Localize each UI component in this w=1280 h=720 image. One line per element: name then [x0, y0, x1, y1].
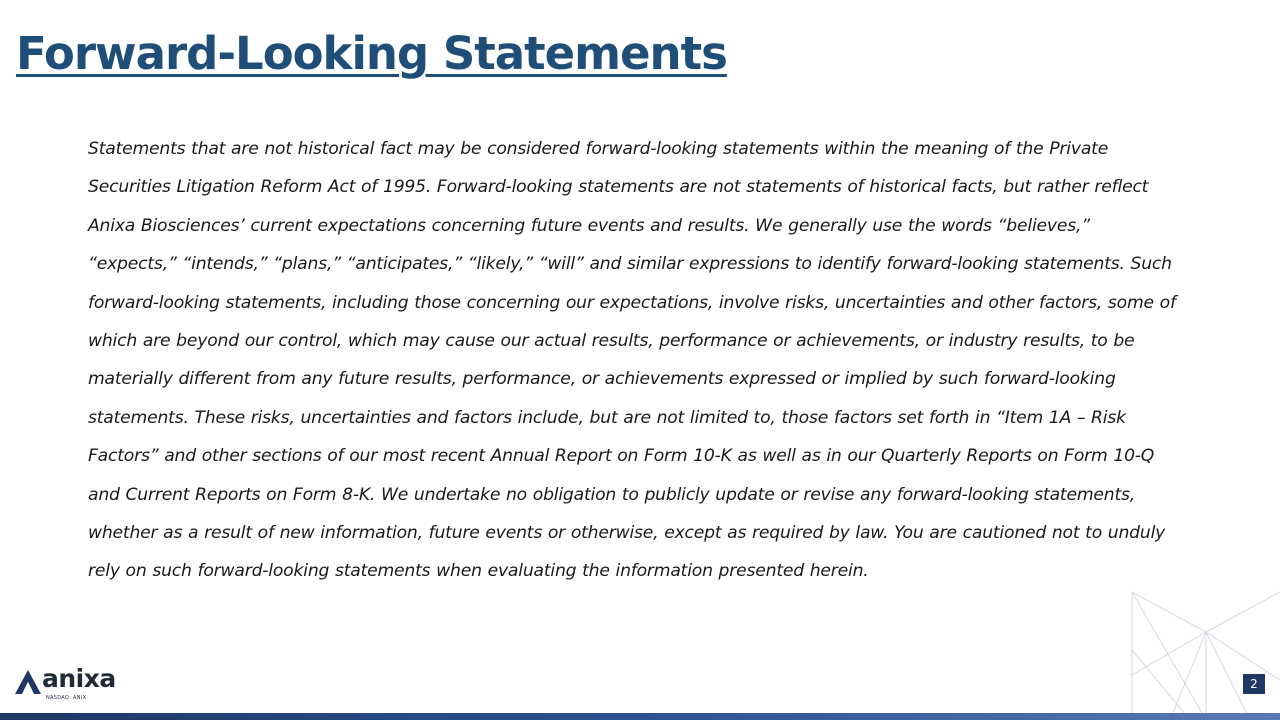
slide-title: Forward-Looking Statements — [16, 27, 727, 80]
anixa-logo — [15, 664, 135, 702]
page-number: 2 — [1243, 674, 1265, 694]
forward-looking-disclaimer: Statements that are not historical fact may be considered forward-looking statements within the meaning of the Private Securities Litigation Reform Act of 1995. Forward-looking statements are not statements of historical facts, but rather reflect Anixa Biosciences’ current expectations concerning future events and results. We generally use the words “believes,” “expects,” “intends,” “plans,” “anticipates,” “likely,” “will” and similar expressions to identify forward-looking statements. Such forward-looking statements, including those concerning our expectations, involve risks, uncertainties and other factors, some of which are beyond our control, which may cause our actual results, performance or achievements, or industry results, to be materially different from any future results, performance, or achievements expressed or implied by such forward-looking statements. These risks, uncertainties and factors include, but are not limited to, those factors set forth in “Item 1A – Risk Factors” and other sections of our most recent Annual Report on Form 10-K as well as in our Quarterly Reports on Form 10-Q and Current Reports on Form 8-K. We undertake no obligation to publicly update or revise any forward-looking statements, whether as a result of new information, future events or otherwise, except as required by law. You are cautioned not to unduly rely on such forward-looking statements when evaluating the information presented herein. — [88, 139, 1176, 582]
logo-wordmark: anixa — [42, 664, 116, 693]
logo-ticker: NASDAQ: ANIX — [46, 695, 87, 701]
anixa-mark-icon — [15, 670, 41, 694]
geometric-decoration — [1130, 590, 1280, 720]
bottom-bar — [0, 713, 1280, 720]
